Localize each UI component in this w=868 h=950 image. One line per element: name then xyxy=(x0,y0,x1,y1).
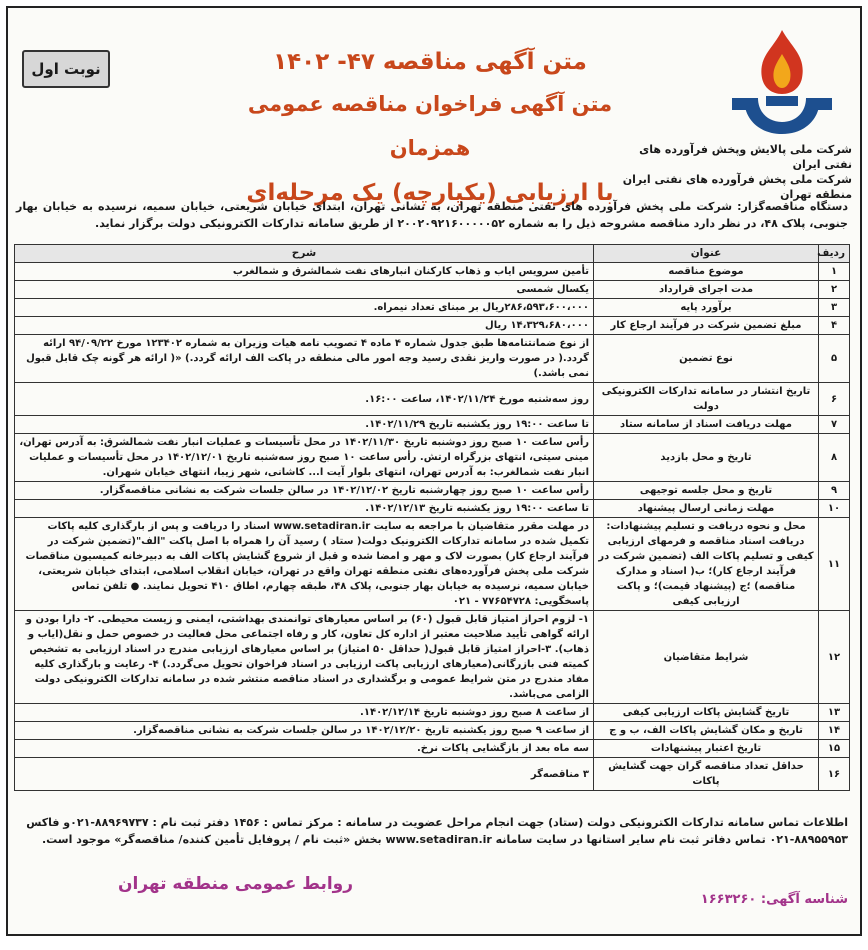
row-number: ۵ xyxy=(819,335,850,383)
column-header-description: شرح xyxy=(15,245,594,263)
flame-oil-logo-icon xyxy=(722,26,842,141)
row-description: ۲۸۶،۵۹۳،۶۰۰،۰۰۰ریال بر مبنای تعداد نیمراه. xyxy=(15,299,594,317)
row-description: ۱۴،۳۲۹،۶۸۰،۰۰۰ ریال xyxy=(15,317,594,335)
table-row xyxy=(15,518,850,611)
row-title: مبلغ تضمین شرکت در فرآیند ارجاع کار xyxy=(594,317,819,335)
column-header-row-number: ردیف xyxy=(819,245,850,263)
row-description: رأس ساعت ۱۰ صبح روز چهارشنبه تاریخ ۱۴۰۲/۱۲/۰۲ در سالن جلسات شرکت به نشانی مناقصه‌گزار. xyxy=(15,482,594,500)
row-title: شرایط متقاضیان xyxy=(594,611,819,704)
row-title: برآورد پایه xyxy=(594,299,819,317)
title-block xyxy=(230,42,630,216)
row-title: تاریخ اعتبار پیشنهادات xyxy=(594,740,819,758)
tender-details-table xyxy=(14,244,850,791)
company-line: شرکت ملی پخش فرآورده های نفتی ایران xyxy=(622,173,852,186)
table-row xyxy=(15,299,850,317)
row-description: از ساعت ۹ صبح روز یکشنبه تاریخ ۱۴۰۲/۱۲/۲۰ در سالن جلسات شرکت به نشانی مناقصه‌گزار. xyxy=(15,722,594,740)
row-number: ۱۳ xyxy=(819,704,850,722)
row-description: یکسال شمسی xyxy=(15,281,594,299)
row-number: ۴ xyxy=(819,317,850,335)
row-number: ۱۰ xyxy=(819,500,850,518)
row-title: نوع تضمین xyxy=(594,335,819,383)
row-title: موضوع مناقصه xyxy=(594,263,819,281)
row-number: ۹ xyxy=(819,482,850,500)
row-description: در مهلت مقرر متقاضیان با مراجعه به سایت www.setadiran.ir اسناد را دریافت و پس از بارگذاری کلیه پاکات تکمیل شده در سامانه تدارکات الکترونیک دولت( ستاد ) رسید آن را همراه با اصل پاکت "الف"(تضمین شرکت در فرآیند ارجاع کار) بصورت لاک و مهر و امضا شده و قبل از شروع گشایش پاکات الف به دبیرخانه کمیسیون مناقصات شرکت ملی پخش فرآورده‌های نفتی منطقه تهران واقع در تهران، خیابان انقلاب اسلامی، ابتدای خیابان شریعتی، خیابان سمیه، نرسیده به خیابان بهار جنوبی، پلاک ۴۸، طبقه چهارم، اطاق ۴۱۰ تحویل نمایند. ● تلفن تماس پاسخگویی: ۷۷۶۵۴۷۲۸ - ۰۲۱ xyxy=(15,518,594,611)
row-title: مهلت زمانی ارسال پیشنهاد xyxy=(594,500,819,518)
row-description: روز سه‌شنبه مورخ ۱۴۰۲/۱۱/۲۴، ساعت ۱۶:۰۰. xyxy=(15,383,594,416)
row-description: سه ماه بعد از بازگشایی پاکات نرخ. xyxy=(15,740,594,758)
row-number: ۱۴ xyxy=(819,722,850,740)
table-row xyxy=(15,611,850,704)
row-title: تاریخ انتشار در سامانه تدارکات الکترونیکی دولت xyxy=(594,383,819,416)
table-header-row xyxy=(15,245,850,263)
row-number: ۱ xyxy=(819,263,850,281)
column-header-title: عنوان xyxy=(594,245,819,263)
row-description: تا ساعت ۱۹:۰۰ روز یکشنبه تاریخ ۱۴۰۲/۱۲/۱۳. xyxy=(15,500,594,518)
row-number: ۱۶ xyxy=(819,758,850,791)
row-description: از نوع ضمانتنامه‌ها طبق جدول شماره ۴ ماده ۴ تصویب نامه هیات وزیران به شماره ۱۲۳۴۰۲ مورخ ۹۴/۰۹/۲۲ ارائه گردد.( در صورت واریز نقدی رسید وجه امور مالی منطقه در پاکت الف ارائه گردد.) «( ارائه هر گونه چک قابل قبول نمی باشد.) xyxy=(15,335,594,383)
row-title: محل و نحوه دریافت و تسلیم پیشنهادات: دریافت اسناد مناقصه و فرمهای ارزیابی کیفی و تسلیم پاکات الف (تضمین شرکت در فرآیند ارجاع کار)؛ ب( اسناد و مدارک مناقصه) ؛ج (پیشنهاد قیمت)؛ و پاکت ارزیابی کیفی xyxy=(594,518,819,611)
intro-paragraph: دستگاه مناقصه‌گزار: شرکت ملی پخش فرآورده های نفتی منطقه تهران، به نشانی تهران، ابتدای خیابان شریعتی، خیابان سمیه، نرسیده به خیابان بهار جنوبی، پلاک ۴۸، در نظر دارد مناقصه مشروحه ذیل را به شماره ۲۰۰۲۰۹۲۱۶۰۰۰۰۰۵۲ از طریق سامانه تدارکات الکترونیکی دولت برگزار نماید. xyxy=(16,200,848,230)
notice-subtitle-2: با ارزیابی (یکپارچه) یک مرحله‌ای xyxy=(246,180,614,206)
row-title: تاریخ و محل بازدید xyxy=(594,434,819,482)
turn-badge: نوبت اول xyxy=(22,50,110,88)
table-body xyxy=(15,263,850,791)
row-title: مدت اجرای قرارداد xyxy=(594,281,819,299)
row-number: ۳ xyxy=(819,299,850,317)
row-title: تاریخ گشایش پاکات ارزیابی کیفی xyxy=(594,704,819,722)
company-name-block xyxy=(612,142,852,202)
notice-title: متن آگهی مناقصه ۴۷- ۱۴۰۲ xyxy=(273,49,587,75)
table-row xyxy=(15,758,850,791)
row-number: ۲ xyxy=(819,281,850,299)
row-title: تاریخ و محل جلسه توجیهی xyxy=(594,482,819,500)
table-row xyxy=(15,500,850,518)
row-number: ۸ xyxy=(819,434,850,482)
table-row xyxy=(15,722,850,740)
contact-info-note: اطلاعات تماس سامانه تدارکات الکترونیکی دولت (ستاد) جهت انجام مراحل عضویت در سامانه : مرکز تماس : ۱۴۵۶ دفتر ثبت نام : ۸۸۹۶۹۷۳۷-۰۲۱و فاکس ۸۸۹۵۵۹۵۳-۰۲۱ تماس دفاتر ثبت نام سایر استانها در سایت سامانه www.setadiran.ir بخش «ثبت نام / پروفایل تأمین کننده/ مناقصه‌گر» موجود است. xyxy=(26,816,848,846)
notice-header xyxy=(8,8,860,206)
row-description: تأمین سرویس ایاب و ذهاب کارکنان انبارهای نفت شمالشرق و شمالغرب xyxy=(15,263,594,281)
row-number: ۶ xyxy=(819,383,850,416)
row-title: مهلت دریافت اسناد از سامانه ستاد xyxy=(594,416,819,434)
row-description: تا ساعت ۱۹:۰۰ روز یکشنبه تاریخ ۱۴۰۲/۱۱/۲۹. xyxy=(15,416,594,434)
tender-notice-page xyxy=(6,6,862,936)
company-line: منطقه تهران xyxy=(780,188,852,201)
table-row xyxy=(15,263,850,281)
table-row xyxy=(15,740,850,758)
table-row xyxy=(15,482,850,500)
ad-id: شناسه آگهی: ۱۶۶۳۲۶۰ xyxy=(700,892,848,907)
row-number: ۷ xyxy=(819,416,850,434)
row-number: ۱۱ xyxy=(819,518,850,611)
row-description: ۱- لزوم احراز امتیاز قابل قبول (۶۰) بر اساس معیارهای توانمندی بهداشتی، ایمنی و زیست محیطی. ۲- دارا بودن و ارائه گواهی تأیید صلاحیت معتبر از اداره کل تعاون، کار و رفاه اجتماعی محل فعالیت در خصوص حمل و نقل(ایاب و ذهاب). ۳-احراز امتیاز قابل قبول( حداقل ۵۰ امتیاز) بر اساس معیارهای ارزیابی مندرج در اسناد ارزیابی به تشخیص کمیته فنی بازرگانی(معیارهای ارزیابی پاکت ارزیابی در اسناد فراخوان تحویل می‌گردد.) ۴- رعایت و بارگذاری کلیه مفاد مندرج در متن شرایط عمومی و برگشداری در اسناد مناقصه منتشر شده در سامانه تدارکات الکترونیکی دولت الزامی می‌باشد. xyxy=(15,611,594,704)
table-row xyxy=(15,335,850,383)
table-row xyxy=(15,383,850,416)
notice-subtitle: متن آگهی فراخوان مناقصه عمومی همزمان xyxy=(247,92,613,160)
row-description: از ساعت ۸ صبح روز دوشنبه تاریخ ۱۴۰۲/۱۲/۱۴. xyxy=(15,704,594,722)
row-title: حداقل تعداد مناقصه گران جهت گشایش پاکات xyxy=(594,758,819,791)
company-line: شرکت ملی پالایش وپخش فرآورده های نفتی ایران xyxy=(639,143,852,171)
table-row xyxy=(15,434,850,482)
row-description: ۳ مناقصه‌گر xyxy=(15,758,594,791)
row-title: تاریخ و مکان گشایش پاکات الف، ب و ج xyxy=(594,722,819,740)
row-description: رأس ساعت ۱۰ صبح روز دوشنبه تاریخ ۱۴۰۲/۱۱/۳۰ در محل تأسیسات و عملیات انبار نفت شمالشرق: به آدرس تهران، مینی سیتی، انتهای بزرگراه ارتش. رأس ساعت ۱۰ صبح روز سه‌شنبه تاریخ ۱۴۰۲/۱۲/۰۱ در محل تأسیسات و عملیات انبار نفت شمالغرب: به آدرس تهران، انتهای بلوار آیت ا... کاشانی، شهر زیبا، انتهای خیابان شهران. xyxy=(15,434,594,482)
table-row xyxy=(15,281,850,299)
table-row xyxy=(15,704,850,722)
public-relations-signature: روابط عمومی منطقه تهران xyxy=(118,874,354,894)
row-number: ۱۲ xyxy=(819,611,850,704)
table-row xyxy=(15,416,850,434)
row-number: ۱۵ xyxy=(819,740,850,758)
table-row xyxy=(15,317,850,335)
